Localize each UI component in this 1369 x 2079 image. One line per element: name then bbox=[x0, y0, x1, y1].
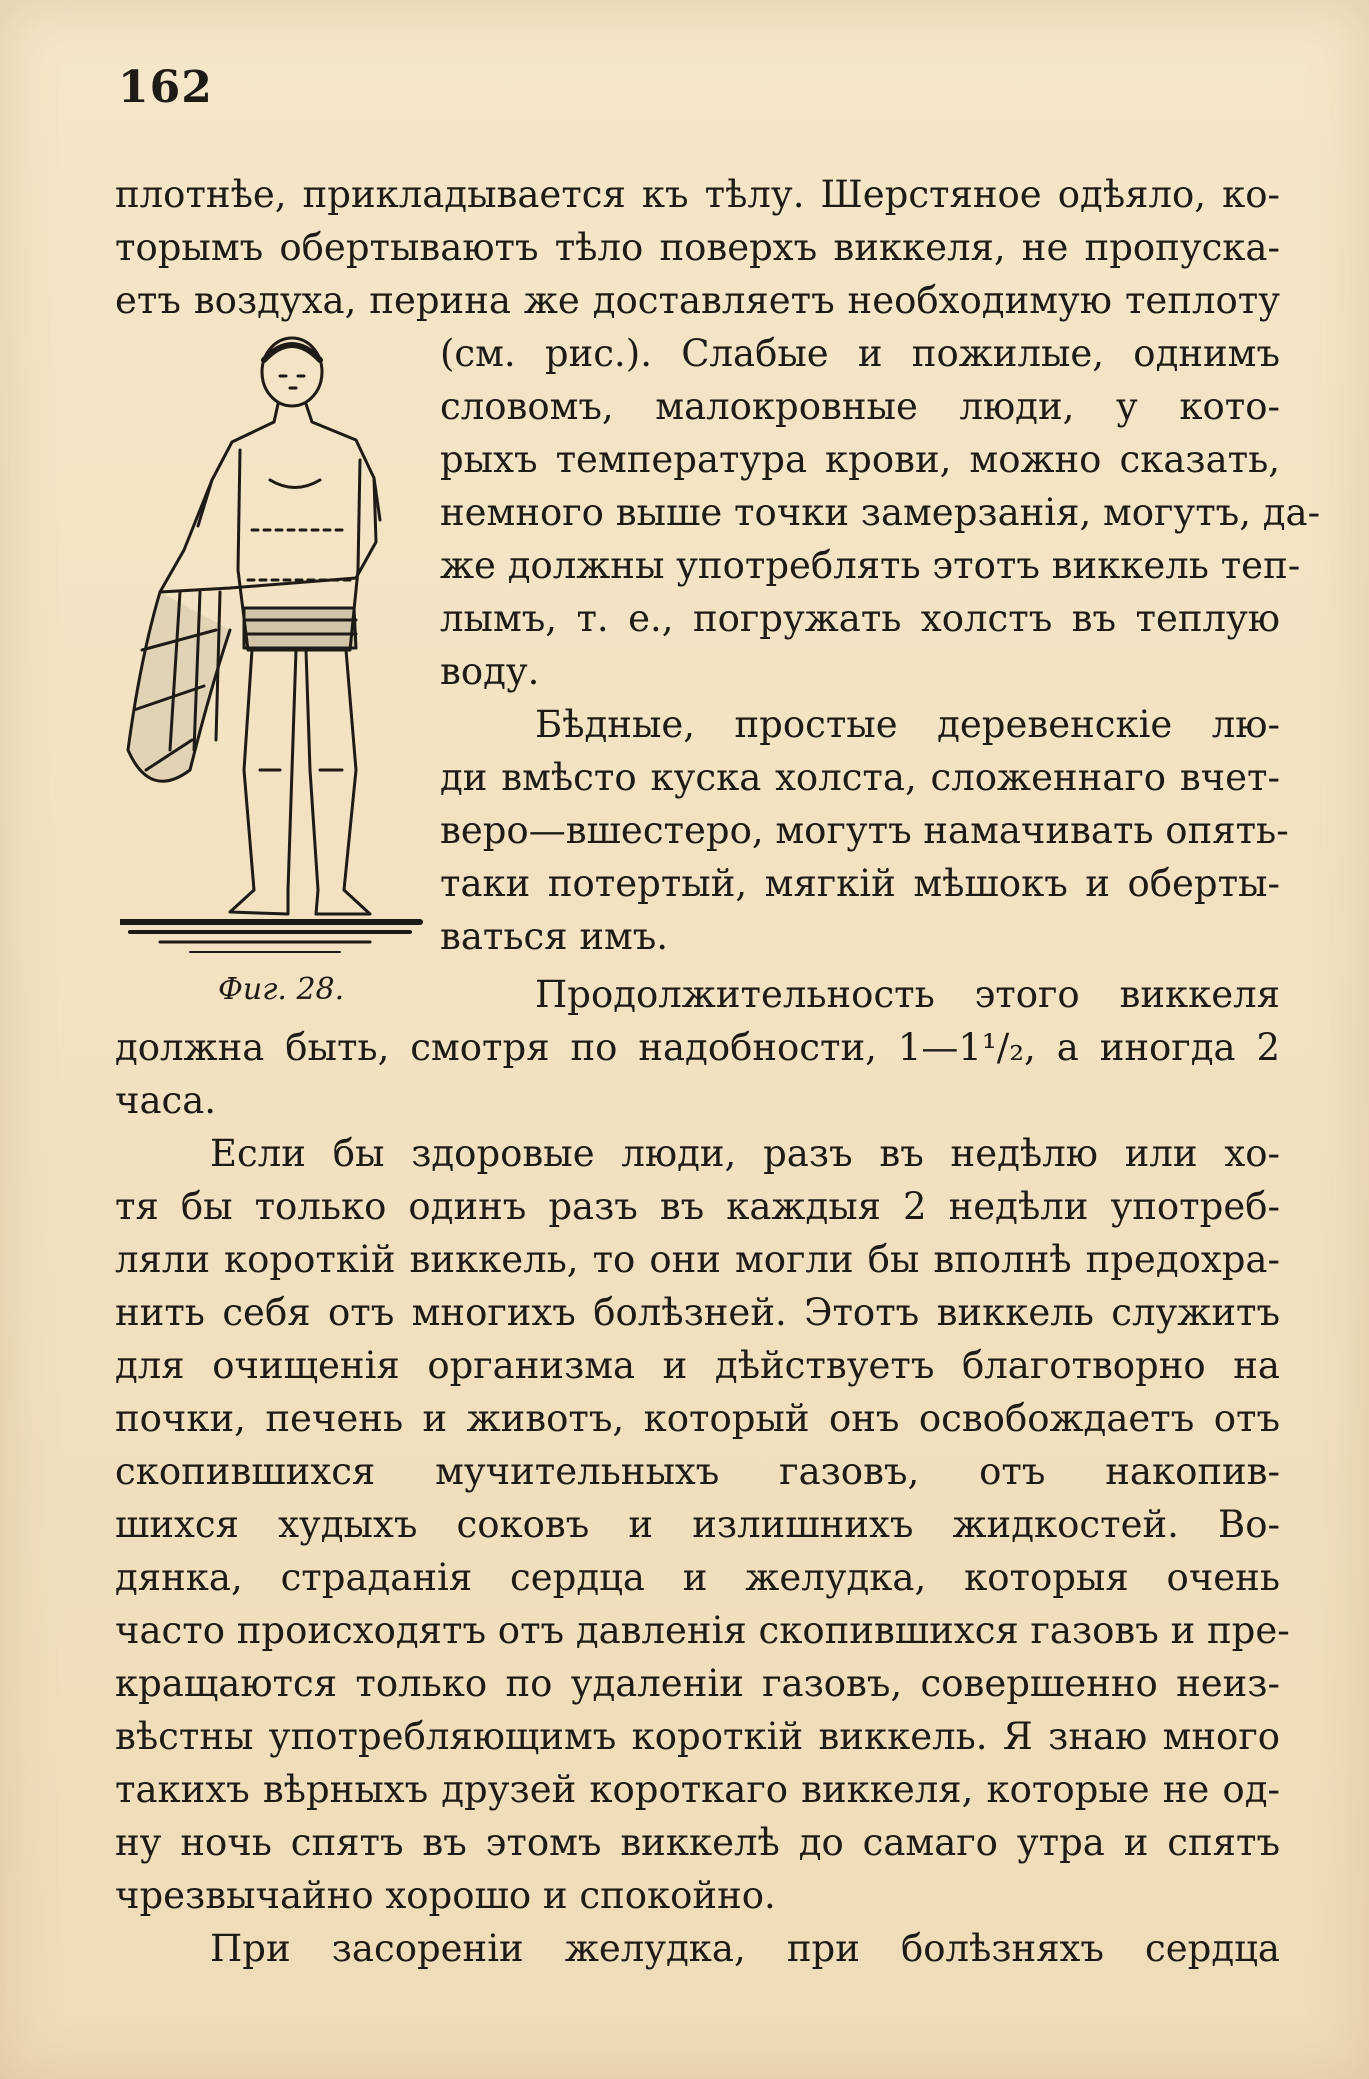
text-line: воду. bbox=[440, 650, 540, 693]
text-line: словомъ, малокровные люди, у кото- bbox=[440, 385, 1280, 428]
text-line: Если бы здоровые люди, разъ въ недѣлю или хо- bbox=[210, 1132, 1280, 1175]
text-line: Бѣдные, простые деревенскіе лю- bbox=[535, 703, 1280, 746]
text-line: таки потертый, мягкій мѣшокъ и оберты- bbox=[440, 862, 1280, 905]
text-line: ляли короткій виккель, то они могли бы вполнѣ предохра- bbox=[115, 1238, 1280, 1281]
text-line: чрезвычайно хорошо и спокойно. bbox=[115, 1874, 776, 1917]
text-line: часто происходятъ отъ давленія скопившихся газовъ и пре- bbox=[115, 1609, 1290, 1652]
page-number: 162 bbox=[118, 62, 213, 113]
text-line: почки, печень и животъ, который онъ освобождаетъ отъ bbox=[115, 1397, 1280, 1440]
text-line: тя бы только одинъ разъ въ каждыя 2 недѣли употреб- bbox=[115, 1185, 1280, 1228]
text-line: вѣстны употребляющимъ короткій виккель. Я знаю много bbox=[115, 1715, 1280, 1758]
text-line: рыхъ температура крови, можно сказать, bbox=[440, 438, 1280, 481]
text-line: ну ночь спятъ въ этомъ виккелѣ до самаго утра и спятъ bbox=[115, 1821, 1280, 1864]
text-line: ваться имъ. bbox=[440, 915, 669, 958]
text-line: часа. bbox=[115, 1079, 217, 1122]
text-line: кращаются только по удаленіи газовъ, совершенно неиз- bbox=[115, 1662, 1280, 1705]
text-line: торымъ обертываютъ тѣло поверхъ виккеля, не пропуска- bbox=[115, 226, 1280, 269]
text-line: же должны употреблять этотъ виккель теп- bbox=[440, 544, 1301, 587]
text-line: При засореніи желудка, при болѣзняхъ сердца bbox=[210, 1927, 1280, 1970]
text-line: лымъ, т. е., погружать холстъ въ теплую bbox=[440, 597, 1280, 640]
text-line: скопившихся мучительныхъ газовъ, отъ накопив- bbox=[115, 1450, 1280, 1493]
figure-illustration bbox=[120, 330, 430, 970]
text-line: такихъ вѣрныхъ друзей короткаго виккеля, которые не од- bbox=[115, 1768, 1280, 1811]
text-line: дянка, страданія сердца и желудка, которыя очень bbox=[115, 1556, 1280, 1599]
man-with-cloth-illustration bbox=[120, 330, 430, 970]
text-line: Продолжительность этого виккеля bbox=[535, 973, 1280, 1016]
text-line: для очищенія организма и дѣйствуетъ благотворно на bbox=[115, 1344, 1280, 1387]
text-line: плотнѣе, прикладывается къ тѣлу. Шерстяное одѣяло, ко- bbox=[115, 173, 1280, 216]
text-line: ди вмѣсто куска холста, сложеннаго вчет- bbox=[440, 756, 1280, 799]
text-line: веро—вшестеро, могутъ намачивать опять- bbox=[440, 809, 1289, 852]
text-line: етъ воздуха, перина же доставляетъ необходимую теплоту bbox=[115, 279, 1280, 322]
text-line: нить себя отъ многихъ болѣзней. Этотъ виккель служитъ bbox=[115, 1291, 1280, 1334]
text-line: шихся худыхъ соковъ и излишнихъ жидкостей. Во- bbox=[115, 1503, 1280, 1546]
text-line: должна быть, смотря по надобности, 1—1¹/₂, а иногда 2 bbox=[115, 1026, 1280, 1069]
figure-caption: Фиг. 28. bbox=[218, 972, 345, 1007]
text-line: (см. рис.). Слабые и пожилые, однимъ bbox=[440, 332, 1280, 375]
text-line: немного выше точки замерзанія, могутъ, да- bbox=[440, 491, 1321, 534]
body-text-continued bbox=[115, 968, 1290, 1975]
